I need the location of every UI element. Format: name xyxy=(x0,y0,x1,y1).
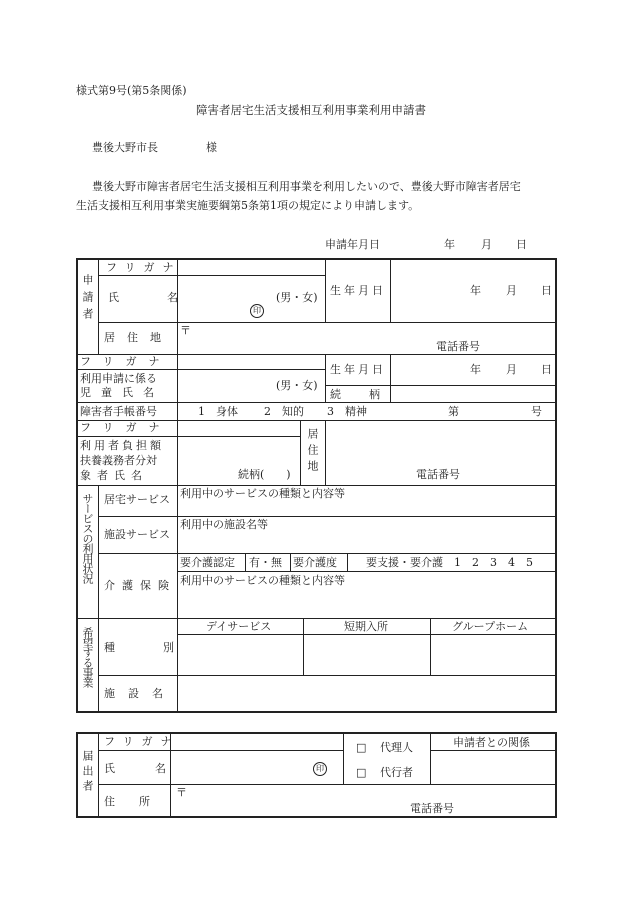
relation-label: 申請者との関係 xyxy=(453,736,530,749)
applicant-furigana-field[interactable] xyxy=(178,260,324,274)
handbook-option-intellectual[interactable]: 2 知的 xyxy=(264,405,304,418)
payer-phone-label: 電話番号 xyxy=(416,468,460,481)
payer-furigana-field[interactable] xyxy=(178,422,299,435)
applicant-name-label: 氏名 xyxy=(108,291,226,304)
child-birth-year[interactable]: 年 xyxy=(470,363,481,376)
relation-field[interactable] xyxy=(432,752,554,783)
services-section-label: サービスの利用状況 xyxy=(81,493,94,583)
desired-facility-label: 施設名 xyxy=(104,687,176,700)
applicant-furigana-label: フリガナ xyxy=(106,261,182,274)
desired-col-grouphome: グループホーム xyxy=(452,620,529,633)
child-birth-label: 生年月日 xyxy=(330,363,386,376)
application-date-month[interactable]: 月 xyxy=(481,238,492,251)
applicant-address-label: 居住地 xyxy=(104,331,173,344)
addressee-honorific: 様 xyxy=(206,141,217,154)
applicant-seal-icon: 印 xyxy=(250,304,264,318)
applicant-address-field[interactable] xyxy=(180,324,554,352)
care-level-label: 要介護度 xyxy=(293,556,337,569)
home-service-field[interactable] xyxy=(178,487,554,515)
child-furigana-field[interactable] xyxy=(178,356,324,368)
application-date-year[interactable]: 年 xyxy=(444,238,455,251)
notifier-postal-mark: 〒 xyxy=(176,786,187,799)
child-birth-month[interactable]: 月 xyxy=(506,363,517,376)
handbook-option-physical[interactable]: 1 身体 xyxy=(198,405,238,418)
child-furigana-label: フリガナ xyxy=(80,355,172,368)
child-name-label-2: 児童氏名 xyxy=(80,386,164,399)
applicant-birth-day[interactable]: 日 xyxy=(541,284,552,297)
desired-grouphome-field[interactable] xyxy=(431,636,554,674)
desired-col-dayservice: デイサービス xyxy=(206,620,272,633)
payer-relation[interactable]: 続柄( ) xyxy=(238,468,291,481)
applicant-gender[interactable]: (男・女) xyxy=(276,291,318,304)
notifier-address-label: 住所 xyxy=(104,795,174,808)
notifier-furigana-field[interactable] xyxy=(172,734,342,749)
notifier-section-label: 届出者 xyxy=(81,750,94,795)
care-service-field[interactable] xyxy=(178,573,554,617)
care-cert-label: 要介護認定 xyxy=(180,556,235,569)
child-gender[interactable]: (男・女) xyxy=(276,379,318,392)
child-birth-day[interactable]: 日 xyxy=(541,363,552,376)
notifier-name-label: 氏名 xyxy=(104,762,206,775)
care-cert-value[interactable]: 有・無 xyxy=(249,556,282,569)
child-name-label-1: 利用申請に係る xyxy=(80,372,157,385)
notifier-phone-label: 電話番号 xyxy=(410,802,454,815)
payer-furigana-label: フリガナ xyxy=(80,421,172,434)
home-service-label: 居宅サービス xyxy=(104,493,170,506)
notifier-seal-icon: 印 xyxy=(313,762,327,776)
applicant-birth-label: 生年月日 xyxy=(330,284,386,297)
desired-col-shortstay: 短期入所 xyxy=(344,620,388,633)
notifier-furigana-label: フリガナ xyxy=(104,735,180,748)
proxy-label: 代行者 xyxy=(380,766,413,779)
proxy-checkbox[interactable]: □ xyxy=(356,766,367,779)
handbook-number-dai: 第 xyxy=(448,405,459,418)
facility-service-field[interactable] xyxy=(178,518,554,552)
intro-line-2: 生活支援相互利用事業実施要綱第5条第1項の規定により申請します。 xyxy=(76,199,420,212)
application-date-label: 申請年月日 xyxy=(325,238,380,251)
desired-shortstay-field[interactable] xyxy=(304,636,429,674)
notifier-address-field[interactable] xyxy=(172,786,554,815)
application-date-day[interactable]: 日 xyxy=(516,238,527,251)
agent-label: 代理人 xyxy=(380,741,413,754)
applicant-postal-mark: 〒 xyxy=(180,324,191,337)
payer-address-label: 居住地 xyxy=(306,428,319,476)
applicant-phone-label: 電話番号 xyxy=(436,340,480,353)
child-relation-field[interactable] xyxy=(391,387,554,401)
handbook-option-mental[interactable]: 3 精神 xyxy=(327,405,367,418)
desired-section-label: 希望する事業 xyxy=(81,627,94,687)
desired-facility-field[interactable] xyxy=(178,677,554,710)
desired-dayservice-field[interactable] xyxy=(178,636,302,674)
care-level-value[interactable]: 要支援・要介護 1 2 3 4 5 xyxy=(366,556,533,569)
applicant-section-label: 申請者 xyxy=(81,274,94,325)
applicant-birth-year[interactable]: 年 xyxy=(470,284,481,297)
intro-line-1: 豊後大野市障害者居宅生活支援相互利用事業を利用したいので、豊後大野市障害者居宅 xyxy=(92,180,521,193)
payer-label-1: 利用者負担額 xyxy=(80,439,164,452)
agent-checkbox[interactable]: □ xyxy=(356,741,367,754)
care-service-desc: 利用中のサービスの種類と内容等 xyxy=(180,574,345,587)
child-relation-label: 続柄 xyxy=(330,388,408,401)
care-insurance-label: 介護保険 xyxy=(104,579,176,592)
applicant-birth-month[interactable]: 月 xyxy=(506,284,517,297)
desired-type-label: 種別 xyxy=(104,641,222,654)
handbook-label: 障害者手帳番号 xyxy=(80,405,157,418)
handbook-number-go: 号 xyxy=(531,405,542,418)
form-number: 様式第9号(第5条関係) xyxy=(76,84,187,97)
payer-label-2: 扶養義務者分対 xyxy=(80,454,157,467)
form-title: 障害者居宅生活支援相互利用事業利用申請書 xyxy=(196,103,426,117)
payer-label-3: 象者氏名 xyxy=(80,469,148,482)
facility-service-label: 施設サービス xyxy=(104,528,170,541)
addressee-name: 豊後大野市長 xyxy=(92,141,158,154)
home-service-desc: 利用中のサービスの種類と内容等 xyxy=(180,487,345,500)
facility-service-desc: 利用中の施設名等 xyxy=(180,518,268,531)
